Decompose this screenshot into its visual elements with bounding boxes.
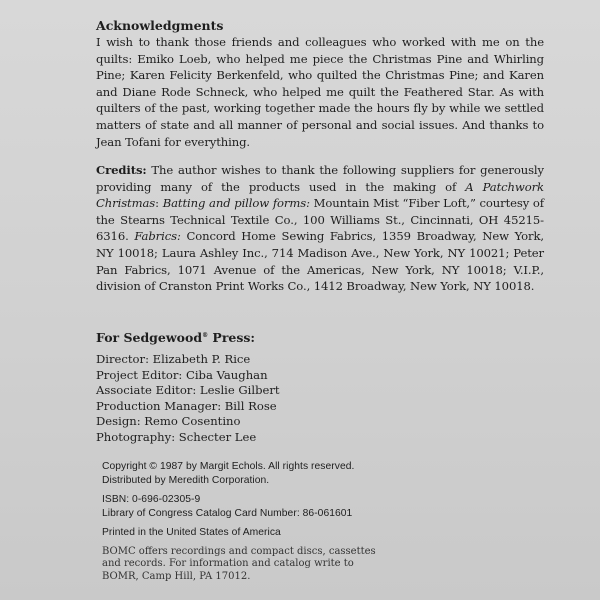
credits-paragraph	[96, 162, 544, 295]
printed-line: Printed in the United States of America	[102, 527, 281, 539]
staff-line-production-manager: Production Manager: Bill Rose	[96, 398, 277, 413]
batting-label: Batting and pillow forms:	[162, 196, 310, 211]
staff-line-photography: Photography: Schecter Lee	[96, 429, 257, 444]
bomc-line-1: BOMC offers recordings and compact discs, cassettes	[102, 545, 376, 557]
acknowledgments-body: I wish to thank those friends and colleagues who worked with me on the quilts: Emiko Loeb, who helped me piece the Christmas Pine and Whirling Pine; Karen Felicity Berkenfeld, who quilted the Christmas Pine; and Karen and Diane Rode Schneck, who helped me quilt the Feathered Star. As with quilters of the past, working together made the hours fly by while we settled matters of state and all manner of personal and social issues. And thanks to Jean Tofani for everything.	[96, 35, 544, 149]
bomc-line-3: BOMR, Camp Hill, PA 17012.	[102, 570, 251, 582]
credits-label: Credits:	[96, 163, 147, 177]
isbn-line: ISBN: 0-696-02305-9	[102, 494, 201, 506]
staff-heading-suffix: Press:	[208, 330, 256, 345]
batting-text: Mountain Mist “Fiber Loft,” courtesy of the Stearns Technical Textile Co., 100 Williams St., Cincinnati, OH 45215-6316.	[96, 196, 544, 244]
staff-line-project-editor: Project Editor: Ciba Vaughan	[96, 367, 268, 382]
acknowledgments-section	[96, 18, 544, 150]
library-of-congress-line: Library of Congress Catalog Card Number: 86-061601	[102, 507, 353, 519]
credits-book-title: A Patchwork Christmas	[96, 179, 544, 211]
staff-heading	[96, 330, 544, 346]
staff-section	[96, 330, 544, 445]
acknowledgments-heading: Acknowledgments	[96, 18, 224, 33]
credits-intro: The author wishes to thank the following suppliers for generously providing many of the products used in the making of	[96, 163, 544, 194]
staff-line-associate-editor: Associate Editor: Leslie Gilbert	[96, 383, 280, 397]
copyright-section	[102, 460, 522, 583]
credits-colon: :	[155, 196, 159, 211]
staff-line-director: Director: Elizabeth P. Rice	[96, 352, 251, 366]
fabrics-label: Fabrics:	[134, 229, 181, 244]
bomc-line-2: and records. For information and catalog write to	[102, 558, 354, 570]
fabrics-text: Concord Home Sewing Fabrics, 1359 Broadway, New York, NY 10018; Laura Ashley Inc., 714 Madison Ave., New York, NY 10021; Peter Pan Fabrics, 1071 Avenue of the Americas, New York, NY 10018; V.I.P., division of Cranston Print Works Co., 1412 Broadway, New York, NY 10018.	[96, 229, 544, 294]
staff-heading-prefix: For Sedgewood	[96, 330, 203, 345]
copyright-line: Copyright © 1987 by Margit Echols. All rights reserved.	[102, 461, 355, 472]
registered-mark: ®	[202, 331, 209, 339]
staff-line-design: Design: Remo Cosentino	[96, 414, 241, 428]
credits-section	[96, 162, 544, 295]
distributed-line: Distributed by Meredith Corporation.	[102, 474, 270, 486]
